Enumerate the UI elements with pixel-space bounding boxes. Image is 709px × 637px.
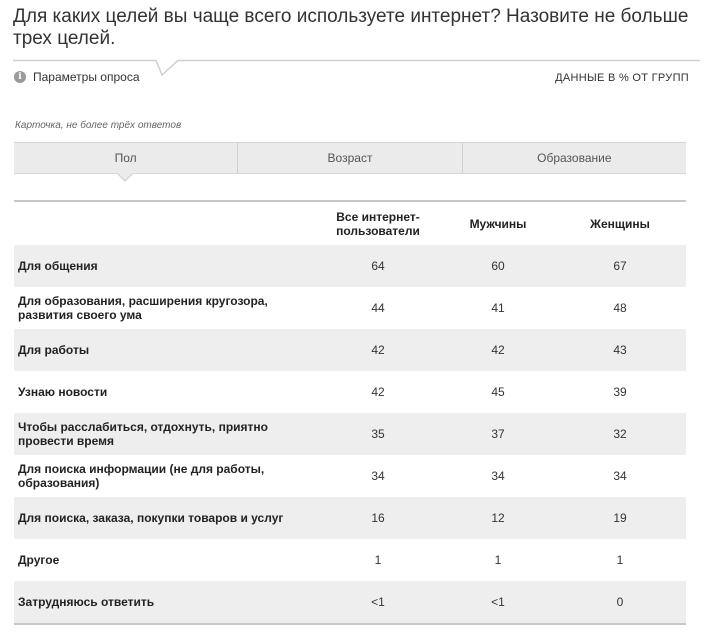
cell-all: 44 bbox=[371, 301, 385, 315]
table-row bbox=[14, 245, 686, 287]
table-row bbox=[14, 497, 686, 539]
cell-men: 42 bbox=[491, 343, 505, 357]
cell-men: 34 bbox=[491, 469, 505, 483]
cell-all: <1 bbox=[371, 595, 385, 609]
active-tab-pointer bbox=[117, 174, 133, 182]
tab-education[interactable]: Образование bbox=[462, 143, 686, 173]
survey-params-toggle[interactable] bbox=[14, 70, 140, 84]
breakdown-tabs bbox=[14, 142, 686, 174]
results-table bbox=[14, 200, 686, 625]
table-header bbox=[14, 202, 686, 245]
cell-women: 43 bbox=[613, 343, 627, 357]
cell-men: <1 bbox=[491, 595, 505, 609]
table-row bbox=[14, 581, 686, 623]
cell-all: 16 bbox=[371, 511, 385, 525]
question-title: Для каких целей вы чаще всего используете интернет? Назовите не больше трех целей. bbox=[13, 6, 689, 49]
row-label: Для образования, расширения кругозора, развития своего ума bbox=[18, 294, 268, 322]
cell-women: 1 bbox=[616, 553, 624, 567]
cell-men: 45 bbox=[491, 385, 505, 399]
cell-men: 37 bbox=[491, 427, 505, 441]
row-label: Другое bbox=[18, 553, 60, 567]
row-label: Чтобы расслабиться, отдохнуть, приятно провести время bbox=[18, 420, 268, 448]
row-label: Для работы bbox=[18, 343, 90, 357]
survey-params-label: Параметры опроса bbox=[33, 70, 140, 84]
table-row bbox=[14, 455, 686, 497]
cell-all: 34 bbox=[371, 469, 385, 483]
row-label: Для общения bbox=[18, 259, 98, 273]
tab-gender[interactable]: Пол bbox=[114, 151, 137, 165]
tab-age[interactable]: Возраст bbox=[237, 143, 461, 173]
cell-women: 0 bbox=[616, 595, 624, 609]
column-header-men: Мужчины bbox=[469, 216, 527, 231]
units-label: ДАННЫЕ В % ОТ ГРУПП bbox=[555, 72, 689, 84]
cell-men: 12 bbox=[491, 511, 505, 525]
cell-men: 60 bbox=[491, 259, 505, 273]
cell-all: 42 bbox=[371, 343, 385, 357]
cell-women: 19 bbox=[613, 511, 627, 525]
cell-all: 64 bbox=[371, 259, 385, 273]
row-label: Для поиска, заказа, покупки товаров и услуг bbox=[18, 511, 284, 525]
cell-women: 39 bbox=[613, 385, 627, 399]
table-row bbox=[14, 371, 686, 413]
row-label: Затрудняюсь ответить bbox=[18, 595, 155, 609]
cell-women: 48 bbox=[613, 301, 627, 315]
column-header-women: Женщины bbox=[590, 216, 650, 231]
info-icon: i bbox=[14, 71, 26, 83]
row-label: Узнаю новости bbox=[18, 385, 108, 399]
table-row bbox=[14, 329, 686, 371]
column-header-all: Все интернет-пользователи bbox=[336, 209, 420, 238]
cell-all: 42 bbox=[371, 385, 385, 399]
cell-women: 67 bbox=[613, 259, 627, 273]
cell-women: 32 bbox=[613, 427, 627, 441]
cell-women: 34 bbox=[613, 469, 627, 483]
cell-men: 1 bbox=[494, 553, 502, 567]
cell-men: 41 bbox=[491, 301, 505, 315]
cell-all: 1 bbox=[374, 553, 382, 567]
cell-all: 35 bbox=[371, 427, 385, 441]
row-label: Для поиска информации (не для работы, образования) bbox=[18, 462, 265, 490]
table-row bbox=[14, 413, 686, 455]
card-note: Карточка, не более трёх ответов bbox=[15, 120, 182, 131]
table-row bbox=[14, 287, 686, 329]
table-row bbox=[14, 539, 686, 581]
